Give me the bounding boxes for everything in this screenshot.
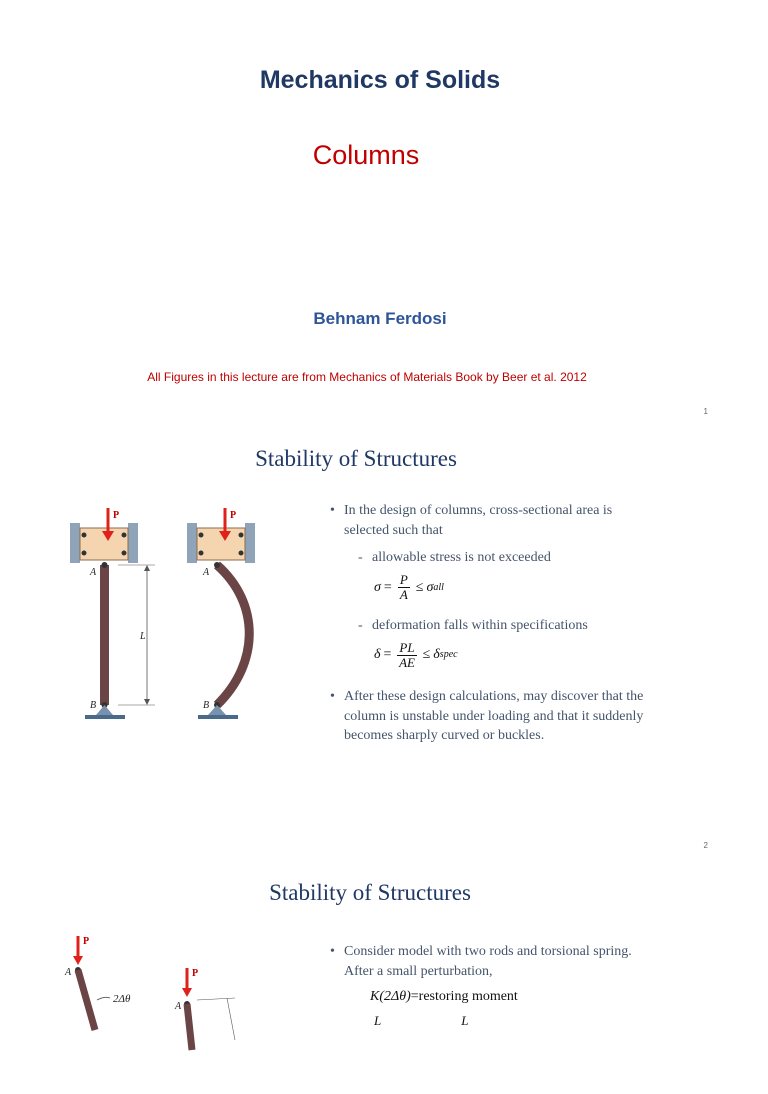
point-a-label: A [90,567,97,578]
slide-1 [0,0,768,428]
bullet-item: • After these design calculations, may discover that the column is unstable under loading and that it suddenly becomes sharply curved or buckles. [328,687,658,746]
equation-partial: L L [374,1012,469,1028]
slide-3 [0,860,768,1028]
load-label: P [230,510,237,521]
bullet-list [328,942,658,1030]
stress-equation: σ = $\frac{P}{A}$ ≤ σ all [374,572,444,602]
buckled-column-diagram [187,508,255,719]
rod-spring-figure [55,930,315,1094]
slide-subtitle: Columns [312,140,420,170]
figure-credit: All Figures in this lecture are from Mechanics of Materials Book by Beer et al. 2012 [147,370,587,384]
slide-title: Stability of Structures [269,880,471,905]
load-label: P [113,510,120,521]
slide-title: Mechanics of Solids [259,66,501,94]
bullet-item: • In the design of columns, cross-sectional area is selected such that [328,501,658,540]
rod-model-diagram-1 [64,936,131,1030]
sub-bullet-item: - allowable stress is not exceeded [328,548,658,568]
load-label: P [83,936,90,947]
author-name: Behnam Ferdosi [313,309,447,328]
length-label: L [140,631,146,642]
load-label: P [192,968,199,979]
point-b-label: B [90,700,97,711]
column-figure [60,493,320,793]
bullet-item: • Consider model with two rods and torsional spring. After a small perturbation, [328,942,658,981]
point-b-label: B [203,700,210,711]
point-a-label: A [175,1001,182,1012]
angle-label: 2Δθ [113,993,131,1005]
sub-bullet-item: - deformation falls within specifications [328,616,658,636]
point-a-label: A [203,567,210,578]
straight-column-diagram [70,508,155,719]
restoring-moment-equation: K(2Δθ)=restoring moment [370,989,518,1004]
slide-title: Stability of Structures [255,446,457,471]
page-number: 2 [703,841,708,850]
rod-model-diagram-2 [174,968,235,1050]
bullet-list [328,501,658,746]
deformation-equation: δ = $\frac{PL}{AE}$ ≤ δ spec [374,639,458,670]
page-number: 1 [703,407,708,416]
point-a-label: A [65,967,72,978]
slide-2 [0,428,768,860]
